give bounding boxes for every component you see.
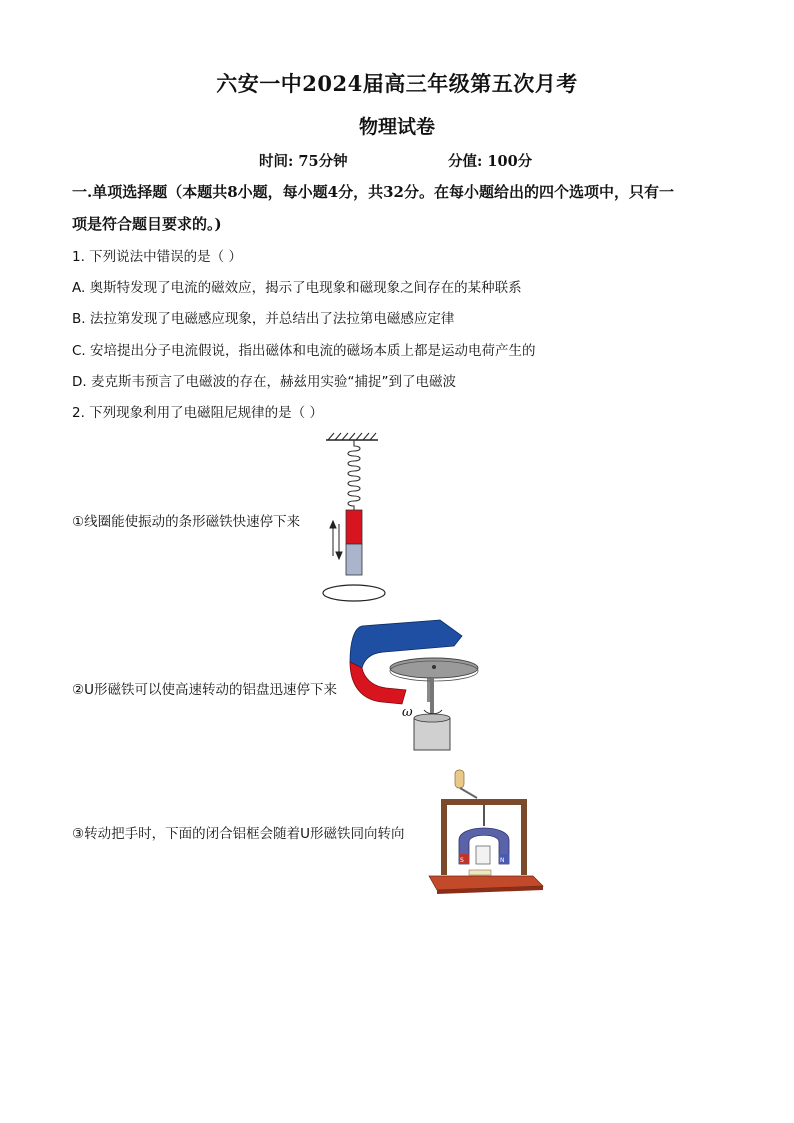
question-1-option-b: B. 法拉第发现了电磁感应现象，并总结出了法拉第电磁感应定律 <box>72 311 455 327</box>
question-2-item-2: ②U形磁铁可以使高速转动的铝盘迅速停下来 <box>72 682 337 698</box>
disk-center-hole <box>432 665 436 669</box>
exam-subtitle: 物理试卷 <box>358 116 435 138</box>
bar-magnet-north <box>346 510 362 544</box>
spring-magnet-figure <box>310 432 400 607</box>
frame-right-post <box>521 805 527 875</box>
frame-top-bar <box>441 799 527 805</box>
u-magnet-disk-figure <box>342 612 487 754</box>
bar-magnet-south <box>346 544 362 575</box>
handle-crank <box>460 788 477 798</box>
double-arrow-icon <box>330 521 342 559</box>
coil-ring <box>323 585 385 601</box>
omega-symbol: ω <box>402 705 413 720</box>
time-label: 时间: 75分钟 <box>259 153 348 170</box>
question-2-stem: 2. 下列现象利用了电磁阻尼规律的是（ ） <box>72 405 323 421</box>
ceiling-hatch <box>326 433 378 440</box>
question-1-option-d: D. 麦克斯韦预言了电磁波的存在，赫兹用实验“捕捉”到了电磁波 <box>72 374 456 390</box>
question-2-item-3: ③转动把手时，下面的闭合铝框会随着U形磁铁同向转向 <box>72 826 405 842</box>
question-1-stem: 1. 下列说法中错误的是（ ） <box>72 249 242 265</box>
question-1-option-a: A. 奥斯特发现了电流的磁效应，揭示了电现象和磁现象之间存在的某种联系 <box>72 280 522 296</box>
handle-knob <box>455 770 464 788</box>
section-heading-line2: 项是符合题目要求的。) <box>72 215 222 233</box>
magnet-pole-s-label: S <box>460 857 464 864</box>
question-1-option-c: C. 安培提出分子电流假说，指出磁体和电流的磁场本质上都是运动电荷产生的 <box>72 343 536 359</box>
score-label: 分值: 100分 <box>448 153 533 170</box>
small-block <box>469 870 491 875</box>
section-heading <box>72 176 727 240</box>
magnet-pole-n-label: N <box>500 857 505 864</box>
frame-left-post <box>441 805 447 875</box>
axle-lower <box>430 678 434 718</box>
rotating-magnet-frame-figure <box>425 766 545 894</box>
section-heading-line1: 一.单项选择题（本题共8小题，每小题4分，共32分。在每小题给出的四个选项中，只有一 <box>72 183 674 201</box>
aluminum-frame <box>476 846 490 864</box>
spring <box>348 440 360 510</box>
motor-base <box>414 718 450 750</box>
question-2-item-1: ①线圈能使振动的条形磁铁快速停下来 <box>72 514 301 530</box>
motor-base-top <box>414 714 450 722</box>
exam-title: 六安一中2024届高三年级第五次月考 <box>216 71 578 96</box>
